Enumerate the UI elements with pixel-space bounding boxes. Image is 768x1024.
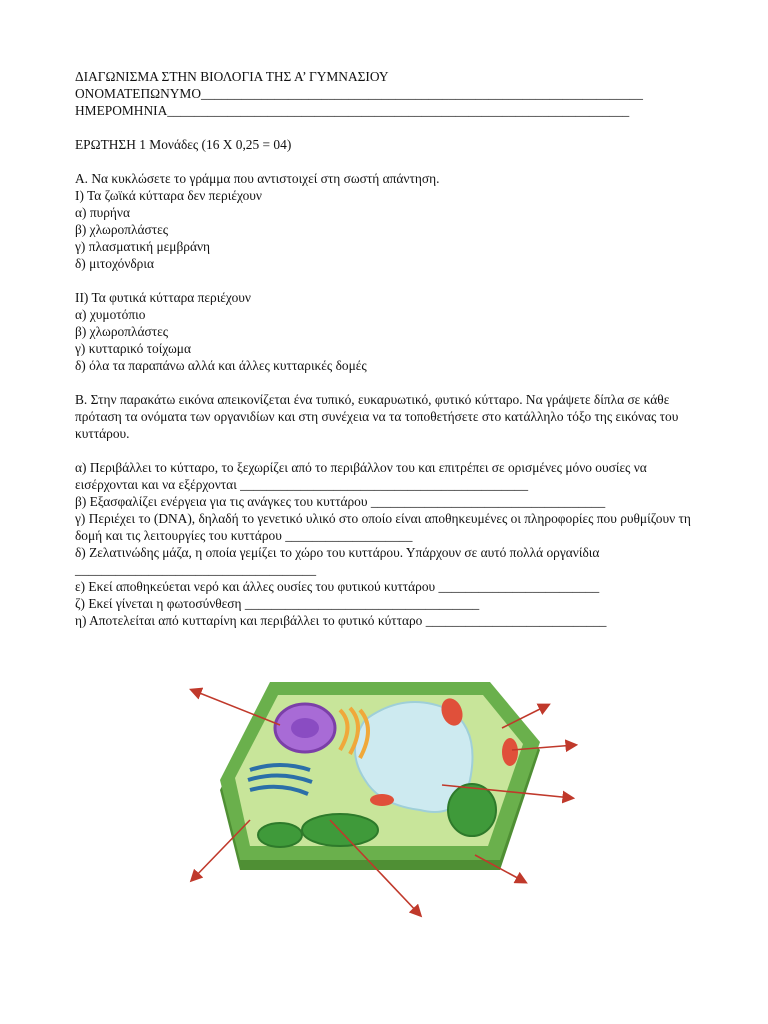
partB-item-d: δ) Ζελατινώδης μάζα, η οποία γεμίζει το χώρο του κυττάρου. Υπάρχουν σε αυτό πολλά οργανίδια ____________________________________ — [75, 545, 600, 577]
q1-option-b: β) χλωροπλάστες — [75, 222, 169, 237]
q2-option-d: δ) όλα τα παραπάνω αλλά και άλλες κυτταρικές δομές — [75, 358, 367, 373]
plant-cell-figure — [180, 670, 580, 920]
partB-item-a: α) Περιβάλλει το κύτταρο, το ξεχωρίζει από το περιβάλλον του και επιτρέπει σε ορισμένες μόνο ουσίες να εισέρχονται και να εξέρχονται ___________________________________________ — [75, 460, 647, 492]
partB-item-b: β) Εξασφαλίζει ενέργεια για τις ανάγκες του κυττάρου ___________________________________ — [75, 494, 606, 509]
q1-option-d: δ) μιτοχόνδρια — [75, 256, 154, 271]
name-line: ΟΝΟΜΑΤΕΠΩΝΥΜΟ__________________________________________________________________ — [75, 86, 643, 101]
q1-stem: Ι) Τα ζωϊκά κύτταρα δεν περιέχουν — [75, 188, 262, 203]
text-block — [75, 68, 695, 629]
date-line: ΗΜΕΡΟΜΗΝΙΑ_____________________________________________________________________ — [75, 103, 630, 118]
partB-item-z: ζ) Εκεί γίνεται η φωτοσύνθεση ___________________________________ — [75, 596, 480, 611]
partB-item-c: γ) Περιέχει το (DNA), δηλαδή το γενετικό υλικό στο οποίο είναι αποθηκευμένες οι πληροφορίες που ρυθμίζουν τη δομή και τις λειτουργίες του κυττάρου ___________________ — [75, 511, 691, 543]
document-title: ΔΙΑΓΩΝΙΣΜΑ ΣΤΗΝ ΒΙΟΛΟΓΙΑ ΤΗΣ Α’ ΓΥΜΝΑΣΙΟΥ — [75, 69, 389, 84]
partB-item-h: η) Αποτελείται από κυτταρίνη και περιβάλλει το φυτικό κύτταρο ___________________________ — [75, 613, 607, 628]
chloroplast — [258, 823, 302, 847]
mitochondrion — [502, 738, 518, 766]
chloroplast — [448, 784, 496, 836]
partA-instruction: Α. Να κυκλώσετε το γράμμα που αντιστοιχεί στη σωστή απάντηση. — [75, 171, 440, 186]
q2-stem: ΙΙ) Τα φυτικά κύτταρα περιέχουν — [75, 290, 251, 305]
partB-item-e: ε) Εκεί αποθηκεύεται νερό και άλλες ουσίες του φυτικού κυττάρου ________________________ — [75, 579, 600, 594]
partB-instruction: Β. Στην παρακάτω εικόνα απεικονίζεται ένα τυπικό, ευκαρυωτικό, φυτικό κύτταρο. Να γράψετε δίπλα σε κάθε πρόταση τα ονόματα των οργανιδίων και στη συνέχεια να τα τοποθετήσετε στο κατάλληλο τόξο της εικόνας του κυττάρου. — [75, 392, 679, 441]
nucleolus — [291, 718, 319, 738]
q2-option-c: γ) κυτταρικό τοίχωμα — [75, 341, 191, 356]
q1-option-c: γ) πλασματική μεμβράνη — [75, 239, 211, 254]
mitochondrion — [370, 794, 394, 806]
question1-heading: ΕΡΩΤΗΣΗ 1 Μονάδες (16 Χ 0,25 = 04) — [75, 137, 292, 152]
q2-option-a: α) χυμοτόπιο — [75, 307, 146, 322]
q1-option-a: α) πυρήνα — [75, 205, 130, 220]
q2-option-b: β) χλωροπλάστες — [75, 324, 169, 339]
